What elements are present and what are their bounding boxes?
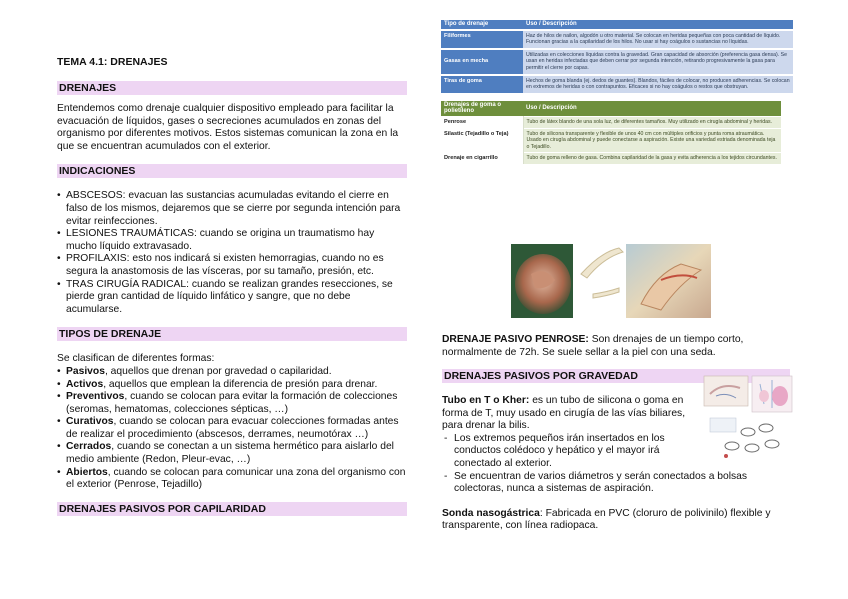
sonda-text [442,508,792,533]
table-header-row [441,101,781,117]
kher-text [442,395,702,433]
list-item: • ABSCESOS: evacuan las sustancias acumuladas evitando el cierre en falso de los mismos, dejaremos que se cierre por segunda intención para evitar reinfecciones. [57,190,407,228]
kher-term: Tubo en T o Kher: [442,395,530,406]
list-item [57,391,407,416]
heading-drenajes: DRENAJES [57,81,407,95]
desc: , aquellos que emplean la diferencia de presión para drenar. [103,378,378,390]
table-cell: Tubo de goma relleno de gasa. Combina capilaridad de la gasa y evita adherencia a los tejidos circundantes. [523,153,781,164]
list-item: - Los extremos pequeños irán insertados en los conductos colédoco y hepático y el mayor irá conectado al exterior. [442,433,704,471]
desc: , cuando se conectan a un sistema hermético para aislarlo del medio ambiente (Redon, Pleur-evac, …) [66,441,394,466]
kher-diagram [702,374,794,464]
table-cell: Gasas en mecha [441,49,523,75]
desc: , cuando se colocan para evitar la formación de colecciones (seromas, hematomas, colecciones sépticas, …) [66,391,398,415]
table-header: Tipo de drenaje [441,20,523,30]
penrose-photo-icon [511,244,711,318]
table-capilaridad [441,20,793,93]
table-cell: Hechos de goma blanda (ej. dedos de guantes). Blandos, fáciles de colocar, no producen adherencias. Se colocan en extremos de heridas o con contrapuntos. Eficaces si no hay coágulos o restos que obstruyan. [523,75,793,93]
list-item [57,416,407,441]
table-cell: Haz de hilos de nailon, algodón u otro material. Se colocan en heridas pequeñas con poca cantidad de líquido. Funcionan gracias a la capilaridad de los hilos. No usar si hay coágulos o sustancias no líquidas. [523,30,793,49]
table-cell: Tubo de látex blando de una sola luz, de diferentes tamaños. Muy utilizado en cirugía abdominal y heridas. [523,116,781,128]
kher-list [442,432,748,496]
table-cell: Filiformes [441,30,523,49]
heading-indicaciones: INDICACIONES [57,164,407,178]
right-column [441,20,793,164]
desc: , cuando se colocan para evacuar colecciones formadas antes de realizar el procedimiento (abscesos, derrames, neumotórax …) [66,416,399,440]
table-row [441,49,793,75]
penrose-term: DRENAJE PASIVO PENROSE: [442,334,589,345]
t-tube-diagram-icon [702,374,794,464]
table-header: Uso / Descripción [523,20,793,30]
term: Pasivos [66,365,105,377]
table-cell: Utilizadas en colecciones líquidas contra la gravedad. Gran capacidad de absorción (preferencia gasa densa). Se usan en heridas infectadas que deben cerrar por segunda intención, retirando progresivamente la gasa para permitir el cierre por capas. [523,49,793,75]
heading-tipos: TIPOS DE DRENAJE [57,327,407,341]
table-header-row [441,20,793,30]
term: Activos [66,378,104,390]
term: Cerrados [66,441,112,453]
drenajes-text: Entendemos como drenaje cualquier dispositivo empleado para facilitar la evacuación de líquidos, gases o secreciones acumulados en zonas del organismo por diferentes motivos. Estos sistemas comunican la zona en la que se encuentran acumulados con el exterior. [57,103,399,152]
penrose-text [442,334,792,359]
list-item [57,467,407,492]
tipos-list [57,366,407,492]
tipos-intro: Se clasifican de diferentes formas: [57,353,215,365]
table-row [441,30,793,49]
desc: , cuando se colocan para comunicar una zona del organismo con el exterior (Penrose, Tejadillo) [66,466,406,491]
table-goma [441,101,781,164]
table-cell: Drenaje en cigarrillo [441,153,523,164]
desc: , aquellos que drenan por gravedad o capilaridad. [104,365,332,377]
penrose-section [442,334,792,359]
term: Preventivos [66,391,125,403]
table-header: Drenajes de goma o polietileno [441,101,523,117]
kher-desc: es un tubo de silicona o goma en forma de T, muy usado en cirugía de las vías biliares, para drenar la bilis. [442,395,686,432]
indicaciones-list [57,190,407,316]
page-title: TEMA 4.1: DRENAJES [57,56,168,68]
table-row [441,116,781,128]
penrose-images [511,244,711,318]
list-item: • TRAS CIRUGÍA RADICAL: cuando se realizan grandes resecciones, se pierde gran cantidad de líquido linfático y sangre, que no debe acumularse. [57,279,407,317]
table-row [441,75,793,93]
sonda-term: Sonda nasogástrica [442,507,540,519]
term: Curativos [66,416,114,428]
table-cell: Tubo de silicona transparente y flexible de unos 40 cm con múltiples orificios y punta roma atraumática. Usado en cirugía abdominal y puede conectarse a aspiración. Existe una variedad estriada denominada teja o Tejadillo. [523,128,781,153]
table-cell: Penrose [441,116,523,128]
list-item [57,366,407,379]
left-column [57,56,407,524]
list-item: • LESIONES TRAUMÁTICAS: cuando se origina un traumatismo hay mucho líquido extravasado. [57,228,407,253]
list-item [57,379,407,392]
sonda-desc: : Fabricada en PVC (cloruro de polivinilo) flexible y transparente, con línea radiopaca. [442,507,771,532]
list-item: • PROFILAXIS: esto nos indicará si existen hemorragias, cuando no es segura la anastomosis de las vísceras, por su tamaño, presión, etc. [57,253,407,278]
penrose-desc: Son drenajes de un tiempo corto, normalmente de 72h. Se suele sellar a la piel con una seda. [442,334,744,358]
list-item [57,441,407,466]
table-cell: Tiras de goma [441,75,523,93]
term: Abiertos [66,466,108,478]
table-header: Uso / Descripción [523,101,781,117]
table-row [441,128,781,153]
list-item: - Se encuentran de varios diámetros y serán conectados a bolsas colectoras, nunca a sistemas de aspiración. [442,471,792,496]
table-cell: Silastic (Tejadillo o Teja) [441,128,523,153]
heading-gravedad: DRENAJES PASIVOS POR GRAVEDAD [442,369,790,383]
heading-capilaridad: DRENAJES PASIVOS POR CAPILARIDAD [57,502,407,516]
table-row [441,153,781,164]
